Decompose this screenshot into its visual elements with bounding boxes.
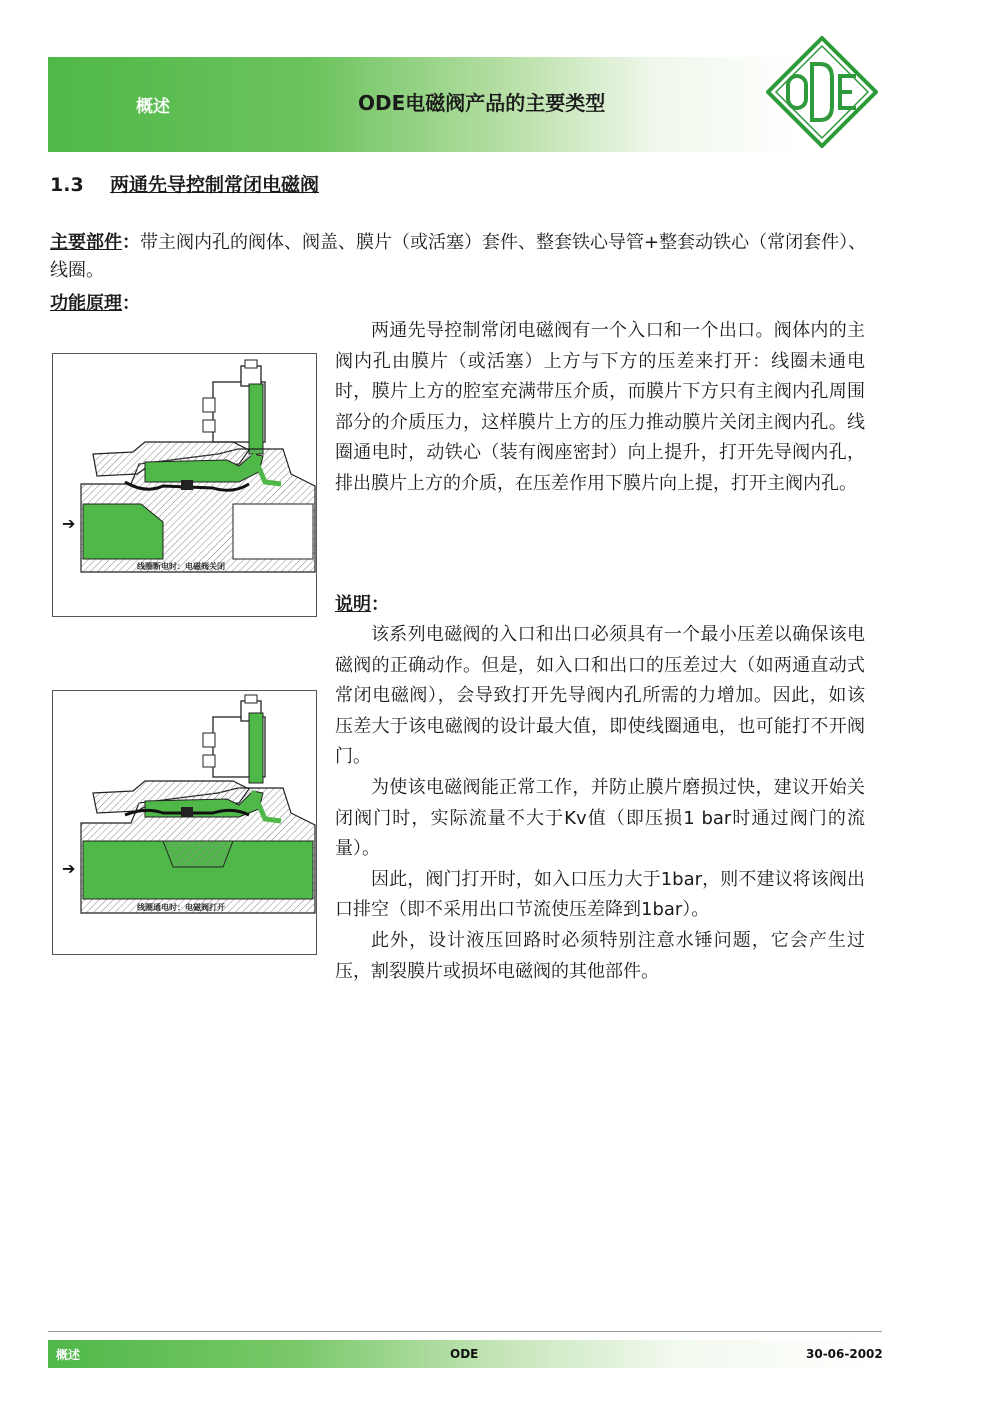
valve-open-figure — [52, 690, 317, 955]
components-label: 主要部件 — [50, 232, 122, 253]
footer-date: 30-06-2002 — [806, 1347, 883, 1361]
components-paragraph — [50, 229, 880, 285]
section-title: 两通先导控制常闭电磁阀 — [110, 174, 320, 196]
footer-section-label: 概述 — [56, 1348, 81, 1362]
notes-paragraph: 该系列电磁阀的入口和出口必须具有一个最小压差以确保该电磁阀的正确动作。但是，如入口和出口的压差过大（如两通直动式常闭电磁阀），会导致打开先导阀内孔所需的力增加。因此，如该压差大于该电磁阀的设计最大值，即使线圈通电，也可能打不开阀门。 — [335, 624, 865, 768]
header-section-label: 概述 — [136, 97, 170, 117]
notes-heading — [335, 590, 865, 620]
notes-colon: ： — [371, 594, 389, 615]
notes-label: 说明 — [335, 594, 371, 615]
figure-caption: 线圈断电时：电磁阀关闭 — [137, 562, 225, 571]
principle-paragraph: 两通先导控制常闭电磁阀有一个入口和一个出口。阀体内的主阀内孔由膜片（或活塞）上方与下方的压差来打开：线圈未通电时，膜片上方的腔室充满带压介质，而膜片下方只有主阀内孔周围部分的介质压力，这样膜片上方的压力推动膜片关闭主阀内孔。线圈通电时，动铁心（装有阀座密封）向上提升，打开先导阀内孔，排出膜片上方的介质，在压差作用下膜片向上提，打开主阀内孔。 — [335, 320, 865, 494]
footer-divider — [48, 1331, 882, 1332]
principle-column — [335, 316, 865, 500]
section-number: 1.3 — [50, 174, 84, 196]
notes-paragraph: 为使该电磁阀能正常工作，并防止膜片磨损过快，建议开始关闭阀门时，实际流量不大于Kv值（即压损1 bar时通过阀门的流量）。 — [335, 776, 865, 860]
inlet-arrow-icon: ➔ — [62, 514, 76, 533]
notes-paragraph: 此外，设计液压回路时必须特别注意水锤问题，它会产生过压，割裂膜片或损坏电磁阀的其他部件。 — [335, 929, 865, 982]
principle-heading — [50, 289, 140, 315]
components-text: 带主阀内孔的阀体、阀盖、膜片（或活塞）套件、整套铁心导管+整套动铁心（常闭套件）、线圈。 — [50, 232, 867, 281]
components-colon: ： — [122, 232, 140, 253]
figure-caption: 线圈通电时：电磁阀打开 — [137, 903, 225, 912]
valve-open-diagram — [53, 691, 318, 956]
notes-column — [335, 590, 865, 987]
ode-diamond-logo — [766, 36, 878, 148]
section-heading — [50, 170, 319, 197]
page-title: ODE电磁阀产品的主要类型 — [358, 91, 606, 115]
notes-paragraph: 因此，阀门打开时，如入口压力大于1bar，则不建议将该阀出口排空（即不采用出口节流使压差降到1bar）。 — [335, 868, 865, 921]
valve-closed-diagram — [53, 354, 318, 618]
inlet-arrow-icon: ➔ — [62, 859, 76, 878]
valve-closed-figure — [52, 353, 317, 617]
principle-label: 功能原理 — [50, 293, 122, 314]
principle-colon: ： — [122, 293, 140, 314]
footer-brand: ODE — [450, 1347, 479, 1361]
